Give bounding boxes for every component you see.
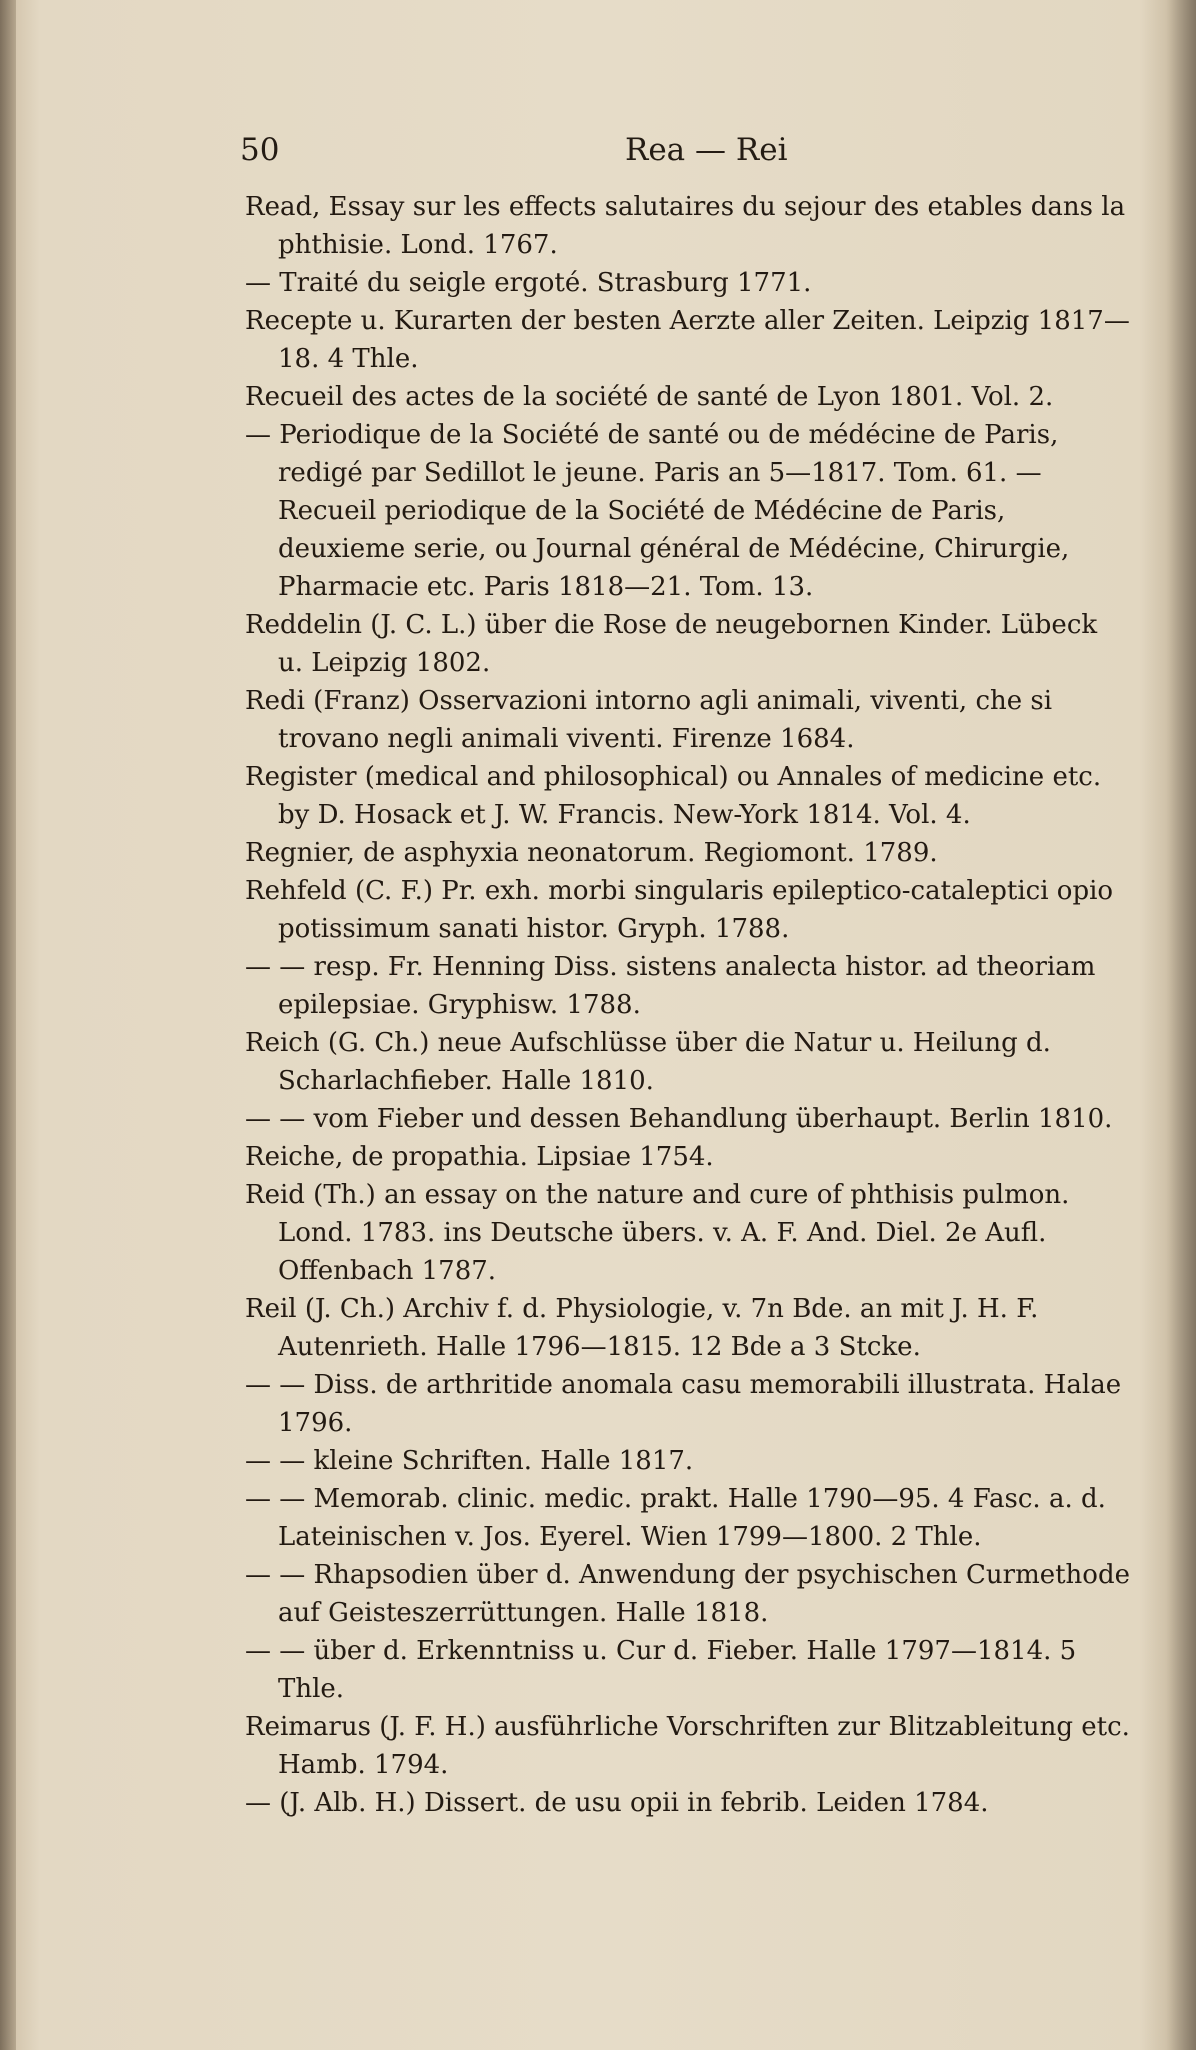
bibliography-entry: Reich (G. Ch.) neue Aufschlüsse über die Natur u. Heilung d. Scharlachfieber. Halle 1810. [245, 1028, 1051, 1096]
bibliography-entry: Register (medical and philosophical) ou Annales of medicine etc. by D. Hosack et J. W. Francis. New-York 1814. Vol. 4. [245, 762, 1102, 830]
bibliography-entry: Reid (Th.) an essay on the nature and cure of phthisis pulmon. Lond. 1783. ins Deutsche übers. v. A. F. And. Diel. 2e Aufl. Offenbach 1787. [245, 1180, 1070, 1286]
running-head: Rea — Rei [625, 132, 788, 168]
bibliography-entry: — — vom Fieber und dessen Behandlung überhaupt. Berlin 1810. [245, 1104, 1113, 1134]
bibliography-entry: — — Diss. de arthritide anomala casu memorabili illustrata. Halae 1796. [245, 1370, 1122, 1438]
bibliography-entry: Redi (Franz) Osservazioni intorno agli animali, viventi, che si trovano negli animali viventi. Firenze 1684. [245, 686, 1053, 754]
bibliography-entry: — — kleine Schriften. Halle 1817. [245, 1446, 694, 1476]
bibliography-entry: Reddelin (J. C. L.) über die Rose de neugebornen Kinder. Lübeck u. Leipzig 1802. [245, 610, 1098, 678]
bibliography-entry: Reiche, de propathia. Lipsiae 1754. [245, 1142, 714, 1172]
bibliography-entry: Reimarus (J. F. H.) ausführliche Vorschriften zur Blitzableitung etc. Hamb. 1794. [245, 1712, 1130, 1780]
bibliography-entry: Recueil des actes de la société de santé de Lyon 1801. Vol. 2. [245, 382, 1054, 412]
bibliography-entry: — (J. Alb. H.) Dissert. de usu opii in febrib. Leiden 1784. [245, 1788, 989, 1818]
bibliography-entry: — Periodique de la Société de santé ou de médécine de Paris, redigé par Sedillot le jeune. Paris an 5—1817. Tom. 61. — Recueil periodique de la Société de Médécine de Paris, deuxieme serie, ou Journal général de Médécine, Chirurgie, Pharmacie etc. Paris 1818—21. Tom. 13. [245, 420, 1070, 602]
bibliography-entry: — — resp. Fr. Henning Diss. sistens analecta histor. ad theoriam epilepsiae. Gryphisw. 1788. [245, 952, 1096, 1020]
bibliography-entry: Recepte u. Kurarten der besten Aerzte aller Zeiten. Leipzig 1817— 18. 4 Thle. [245, 306, 1130, 374]
bibliography-entry: Reil (J. Ch.) Archiv f. d. Physiologie, v. 7n Bde. an mit J. H. F. Autenrieth. Halle 1796—1815. 12 Bde a 3 Stcke. [245, 1294, 1039, 1362]
bibliography-entry: Regnier, de asphyxia neonatorum. Regiomont. 1789. [245, 838, 938, 868]
bibliography-entry: — Traité du seigle ergoté. Strasburg 1771. [245, 268, 812, 298]
page-edge-shadow [1166, 0, 1196, 2050]
page-number: 50 [240, 132, 280, 168]
page-header [0, 132, 1196, 176]
bibliography-entry: Rehfeld (C. F.) Pr. exh. morbi singularis epileptico-cataleptici opio potissimum sanati histor. Gryph. 1788. [245, 876, 1114, 944]
bibliography-list [245, 188, 1130, 1822]
bibliography-entry: — — Rhapsodien über d. Anwendung der psychischen Curmethode auf Geisteszerrüttungen. Halle 1818. [245, 1560, 1130, 1628]
bibliography-entry: — — Memorab. clinic. medic. prakt. Halle 1790—95. 4 Fasc. a. d. Lateinischen v. Jos. Eyerel. Wien 1799—1800. 2 Thle. [245, 1484, 1106, 1552]
bibliography-entry: Read, Essay sur les effects salutaires du sejour des etables dans la phthisie. Lond. 1767. [245, 192, 1126, 260]
book-spine-shadow [0, 0, 16, 2050]
bibliography-entry: — — über d. Erkenntniss u. Cur d. Fieber. Halle 1797—1814. 5 Thle. [245, 1636, 1077, 1704]
